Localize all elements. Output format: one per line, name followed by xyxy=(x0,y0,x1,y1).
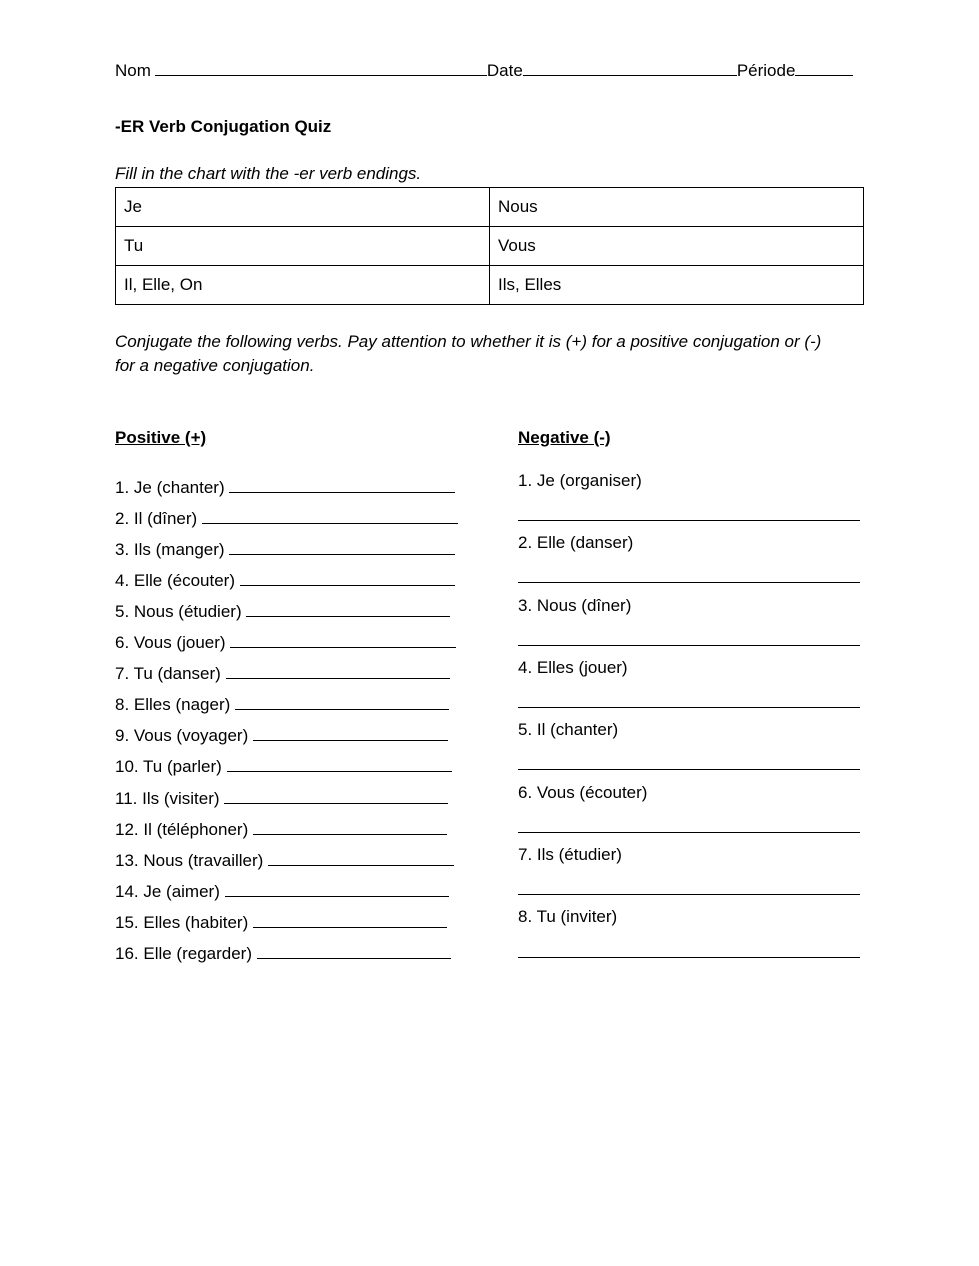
answer-blank[interactable] xyxy=(253,725,448,741)
answer-line[interactable] xyxy=(518,707,860,708)
quiz-title: -ER Verb Conjugation Quiz xyxy=(115,117,332,136)
list-item xyxy=(115,632,456,651)
answer-blank[interactable] xyxy=(268,850,454,866)
header-line xyxy=(115,60,853,79)
answer-blank[interactable] xyxy=(257,943,451,959)
item-label: 6. Vous (jouer) xyxy=(115,633,226,652)
list-item: 8. Tu (inviter) xyxy=(518,907,618,926)
positive-heading: Positive (+) xyxy=(115,428,207,447)
table-row xyxy=(116,266,864,305)
answer-blank[interactable] xyxy=(202,508,458,524)
conjugate-instruction-line2: for a negative conjugation. xyxy=(115,356,315,375)
list-item xyxy=(115,508,458,527)
answer-blank[interactable] xyxy=(246,601,450,617)
answer-blank[interactable] xyxy=(226,663,450,679)
answer-blank[interactable] xyxy=(235,694,449,710)
item-label: 7. Tu (danser) xyxy=(115,664,221,683)
table-cell[interactable]: Tu xyxy=(116,227,490,266)
list-item xyxy=(115,694,449,713)
item-label: 1. Je (chanter) xyxy=(115,478,225,497)
nom-blank[interactable] xyxy=(155,60,487,76)
list-item: 4. Elles (jouer) xyxy=(518,658,628,677)
answer-blank[interactable] xyxy=(229,539,455,555)
periode-blank[interactable] xyxy=(795,60,853,76)
answer-blank[interactable] xyxy=(225,881,449,897)
list-item xyxy=(115,943,451,962)
item-label: 15. Elles (habiter) xyxy=(115,913,249,932)
answer-blank[interactable] xyxy=(253,912,447,928)
item-label: 2. Il (dîner) xyxy=(115,509,198,528)
answer-line[interactable] xyxy=(518,957,860,958)
list-item: 7. Ils (étudier) xyxy=(518,845,622,864)
list-item xyxy=(115,788,448,807)
item-label: 10. Tu (parler) xyxy=(115,757,222,776)
list-item xyxy=(115,601,450,620)
chart-instruction: Fill in the chart with the -er verb endings. xyxy=(115,164,422,183)
table-cell[interactable]: Vous xyxy=(490,227,864,266)
list-item: 5. Il (chanter) xyxy=(518,720,619,739)
date-label: Date xyxy=(486,61,523,80)
list-item xyxy=(115,725,448,744)
list-item xyxy=(115,477,455,496)
item-label: 8. Elles (nager) xyxy=(115,695,231,714)
answer-line[interactable] xyxy=(518,769,860,770)
list-item: 1. Je (organiser) xyxy=(518,471,642,490)
conjugate-instruction-line1: Conjugate the following verbs. Pay attention to whether it is (+) for a positive conjugation or (-) xyxy=(115,332,822,351)
answer-line[interactable] xyxy=(518,894,860,895)
answer-line[interactable] xyxy=(518,645,860,646)
answer-blank[interactable] xyxy=(230,632,456,648)
table-row xyxy=(116,227,864,266)
item-label: 9. Vous (voyager) xyxy=(115,726,249,745)
answer-line[interactable] xyxy=(518,832,860,833)
endings-table xyxy=(115,187,864,305)
table-cell[interactable]: Il, Elle, On xyxy=(116,266,490,305)
item-label: 16. Elle (regarder) xyxy=(115,944,253,963)
list-item xyxy=(115,850,454,869)
list-item xyxy=(115,539,455,558)
item-label: 3. Ils (manger) xyxy=(115,540,225,559)
answer-line[interactable] xyxy=(518,582,860,583)
item-label: 4. Elle (écouter) xyxy=(115,571,235,590)
list-item xyxy=(115,663,450,682)
periode-label: Période xyxy=(736,61,796,80)
item-label: 13. Nous (travailler) xyxy=(115,851,264,870)
answer-blank[interactable] xyxy=(227,756,452,772)
answer-blank[interactable] xyxy=(224,788,448,804)
list-item: 2. Elle (danser) xyxy=(518,533,634,552)
table-cell[interactable]: Ils, Elles xyxy=(490,266,864,305)
nom-label: Nom xyxy=(115,61,151,80)
list-item xyxy=(115,912,447,931)
answer-blank[interactable] xyxy=(253,819,447,835)
list-item: 6. Vous (écouter) xyxy=(518,783,648,802)
list-item xyxy=(115,756,452,775)
item-label: 11. Ils (visiter) xyxy=(115,789,220,808)
table-row xyxy=(116,188,864,227)
item-label: 5. Nous (étudier) xyxy=(115,602,242,621)
list-item xyxy=(115,570,455,589)
table-cell[interactable]: Je xyxy=(116,188,490,227)
list-item xyxy=(115,819,447,838)
item-label: 12. Il (téléphoner) xyxy=(115,820,249,839)
table-cell[interactable]: Nous xyxy=(490,188,864,227)
list-item xyxy=(115,881,449,900)
answer-blank[interactable] xyxy=(229,477,455,493)
answer-blank[interactable] xyxy=(240,570,455,586)
date-blank[interactable] xyxy=(523,60,737,76)
negative-heading: Negative (-) xyxy=(518,428,611,447)
list-item: 3. Nous (dîner) xyxy=(518,596,632,615)
answer-line[interactable] xyxy=(518,520,860,521)
item-label: 14. Je (aimer) xyxy=(115,882,220,901)
